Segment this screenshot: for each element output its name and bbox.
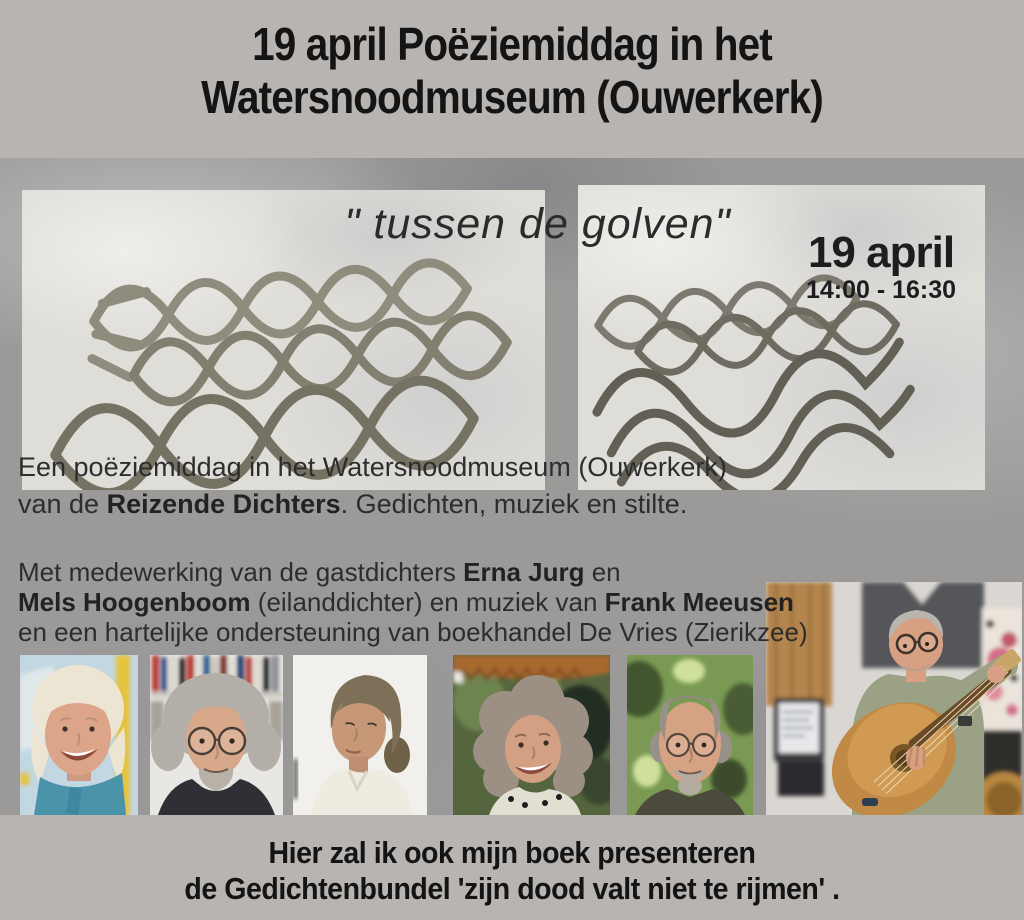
credits-line1 — [18, 557, 808, 587]
portrait-photo-2 — [150, 655, 283, 815]
portrait-photo-4 — [453, 655, 610, 815]
intro-line2-bold: Reizende Dichters — [106, 489, 341, 519]
page-title-line1: 19 april Poëziemiddag in het — [252, 18, 772, 70]
time-label: 14:00 - 16:30 — [805, 276, 957, 304]
credits-line2-bold1: Mels Hoogenboom — [18, 587, 251, 617]
credits-line1-bold: Erna Jurg — [463, 557, 585, 587]
intro-line2-pre: van de — [18, 489, 107, 519]
date-block — [790, 230, 972, 304]
credits-line1-post: en — [584, 557, 621, 587]
credits-line2-bold2: Frank Meeusen — [604, 587, 794, 617]
intro-line2 — [18, 486, 727, 523]
credits-paragraph — [18, 557, 808, 647]
credits-line1-pre: Met medewerking van de gastdichters — [18, 557, 464, 587]
footer-line2: de Gedichtenbundel 'zijn dood valt niet te rijmen' . — [184, 871, 840, 906]
portrait-photo-1 — [20, 655, 138, 815]
footer-announcement — [0, 815, 1024, 907]
intro-line2-post: . Gedichten, muziek en stilte. — [340, 489, 688, 519]
portrait-photo-5 — [627, 655, 753, 815]
credits-line3: en een hartelijke ondersteuning van boekhandel De Vries (Zierikzee) — [18, 617, 808, 647]
page-title — [0, 0, 1024, 124]
footer-band — [0, 815, 1024, 920]
title-band — [0, 0, 1024, 158]
footer-line1: Hier zal ik ook mijn boek presenteren — [268, 835, 756, 870]
credits-line2-mid: (eilanddichter) en muziek van — [250, 587, 605, 617]
date-label: 19 april — [807, 228, 955, 277]
poster-headline: " tussen de golven" — [344, 200, 731, 248]
intro-paragraph — [18, 449, 727, 523]
portrait-photo-3 — [293, 655, 427, 815]
intro-line1: Een poëziemiddag in het Watersnoodmuseum (Ouwerkerk) — [18, 452, 727, 482]
page-title-line2: Watersnoodmuseum (Ouwerkerk) — [201, 71, 823, 123]
credits-line2 — [18, 587, 808, 617]
